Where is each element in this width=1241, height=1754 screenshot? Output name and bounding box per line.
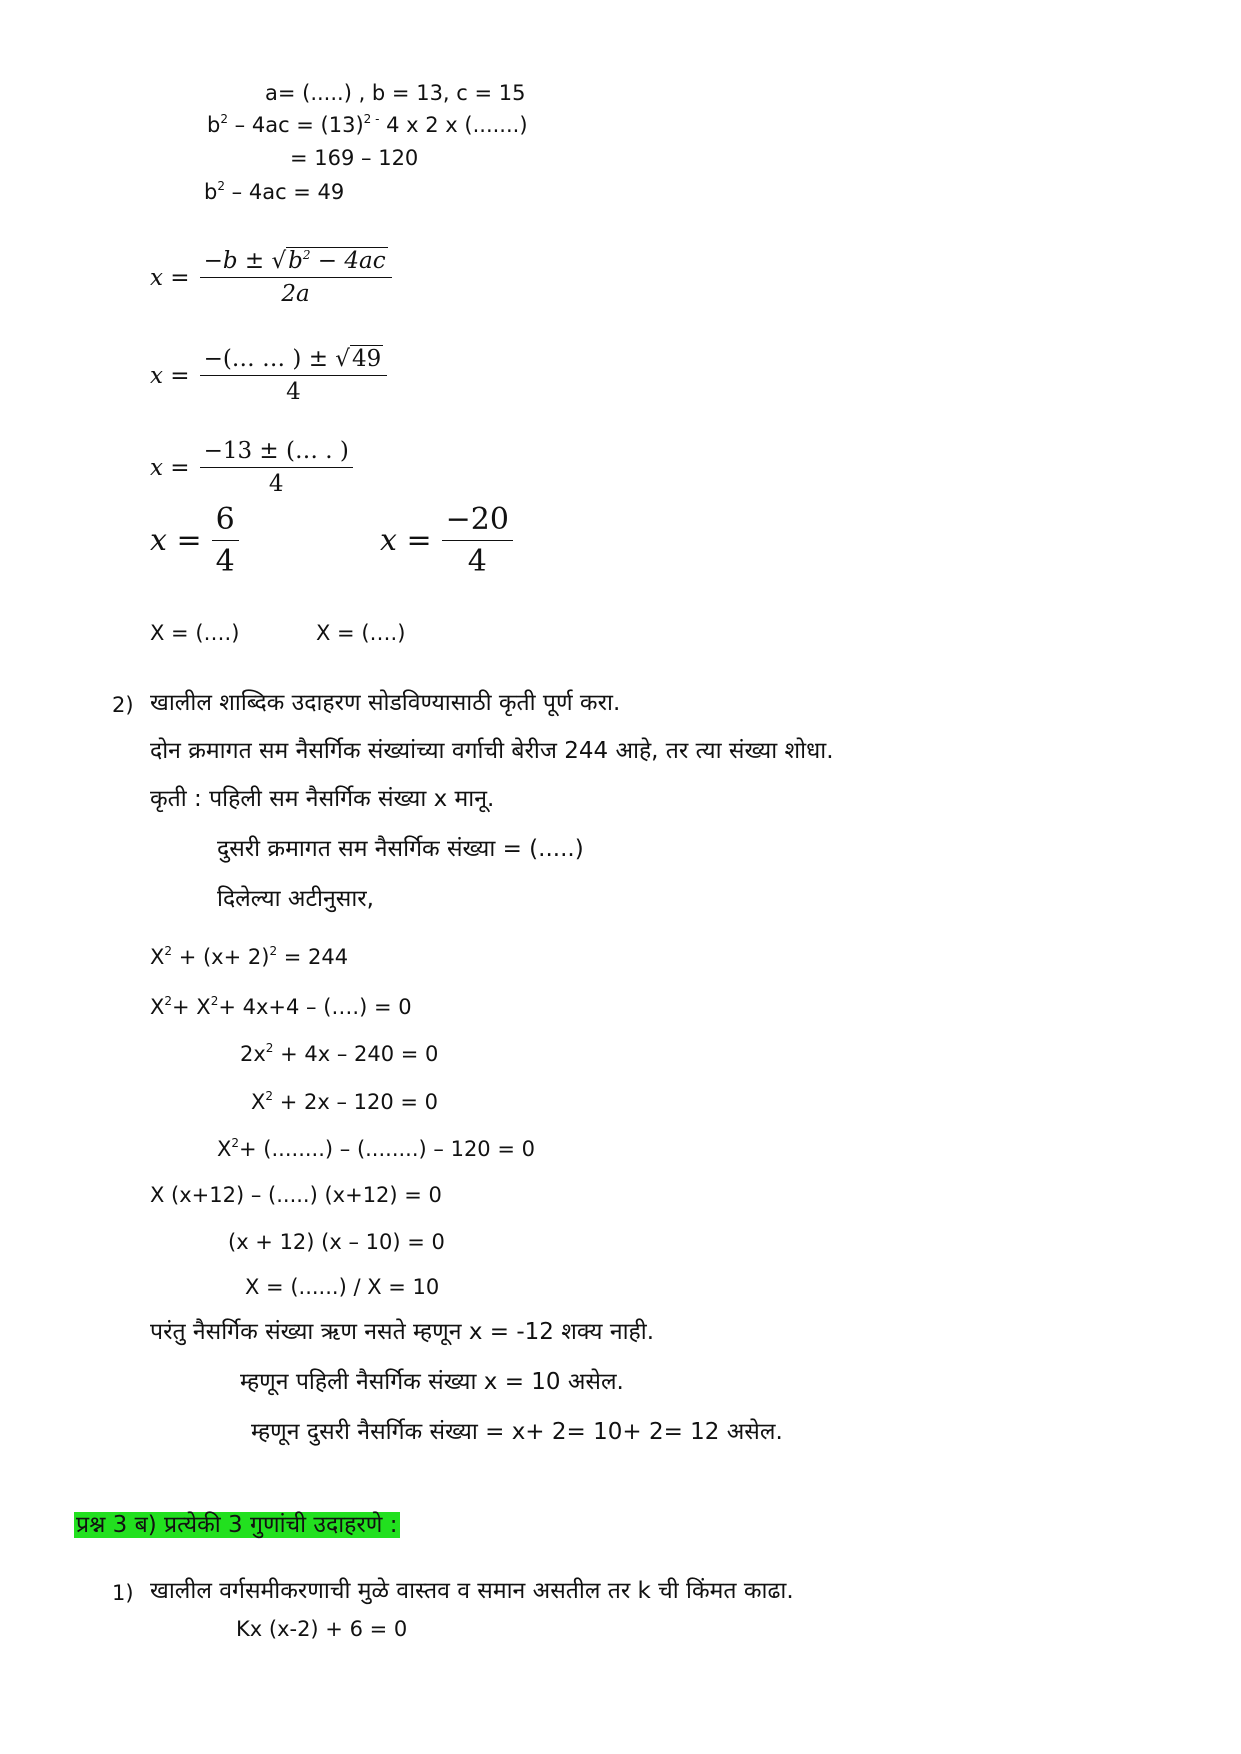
substitution-step-2: x = $\frac{-13 \pm (\dots . )}{4}$ [150, 438, 353, 497]
question-2-condition: दिलेल्या अटीनुसार, [217, 886, 374, 912]
discriminant-arithmetic-line: = 169 – 120 [290, 146, 419, 170]
answer-blank-2: X = (….) [316, 621, 406, 645]
q2-equation-4: $X^2 + 2x - 120 = 0$ [251, 1089, 439, 1114]
root-one: x = $\frac{6}{4}$ [150, 502, 239, 579]
q2-equation-1: $X^2 + (x+ 2)^2 = 244$ [150, 944, 349, 969]
quadratic-formula [150, 248, 392, 307]
q2-equation-2: $X^2+ X^2+ 4x+4$ – (….) = 0 [150, 994, 412, 1019]
substitution-step-1: x = $\frac{-(\dots \dots ) \pm √49}{4}$ [150, 346, 387, 405]
q2-equation-3: $2x^2 + 4x - 240 = 0$ [240, 1041, 439, 1066]
question-2-activity: कृती : पहिली सम नैसर्गिक संख्या x मानू. [150, 786, 495, 812]
q2-conclusion-1: परंतु नैसर्गिक संख्या ऋण नसते म्हणून x = -12 शक्य नाही. [150, 1319, 655, 1345]
q2-equation-7: (x + 12) (x – 10) = 0 [228, 1230, 445, 1254]
given-values-line: a= (.....) , b = 13, c = 15 [265, 81, 526, 105]
q2-conclusion-3: म्हणून दुसरी नैसर्गिक संख्या = x+ 2= 10+ 2= 12 असेल. [251, 1419, 783, 1445]
formula-fraction [200, 248, 392, 307]
question-2-second-number: दुसरी क्रमागत सम नैसर्गिक संख्या = (.....) [217, 836, 584, 862]
q2-equation-5: $X^2+$ (........) – (........) – 120 = 0 [217, 1136, 535, 1161]
question-2-number: 2) [112, 693, 134, 717]
discriminant-substitution-line: $b^2 - 4ac = (13)^{2 -}$ 4 x 2 x (.......) [207, 112, 528, 137]
q2-conclusion-2: म्हणून पहिली नैसर्गिक संख्या x = 10 असेल. [240, 1369, 624, 1395]
formula-numerator: $-b \pm √b^2 - 4ac$ [203, 248, 386, 274]
question-3b-1-number: 1) [112, 1581, 134, 1605]
root-two: x = $\frac{-20}{4}$ [380, 502, 513, 579]
q2-equation-6: X (x+12) – (.....) (x+12) = 0 [150, 1183, 442, 1207]
question-3b-1-equation: Kx (x-2) + 6 = 0 [236, 1617, 408, 1641]
formula-denominator: 2a [281, 281, 310, 307]
question-3b-1-text: खालील वर्गसमीकरणाची मुळे वास्तव व समान असतील तर k ची किंमत काढा. [150, 1578, 794, 1604]
question-2-problem: दोन क्रमागत सम नैसर्गिक संख्यांच्या वर्गाची बेरीज 244 आहे, तर त्या संख्या शोधा. [150, 738, 834, 764]
q2-equation-8: X = (......) / X = 10 [245, 1275, 440, 1299]
question-2-instruction: खालील शाब्दिक उदाहरण सोडविण्यासाठी कृती पूर्ण करा. [150, 690, 621, 716]
section-3b-heading: प्रश्न 3 ब) प्रत्येकी 3 गुणांची उदाहरणे : [76, 1512, 398, 1538]
discriminant-result-line: $b^2 - 4ac = 49$ [204, 179, 345, 204]
formula-lhs: x = [150, 264, 190, 291]
answer-blank-1: X = (….) [150, 621, 240, 645]
